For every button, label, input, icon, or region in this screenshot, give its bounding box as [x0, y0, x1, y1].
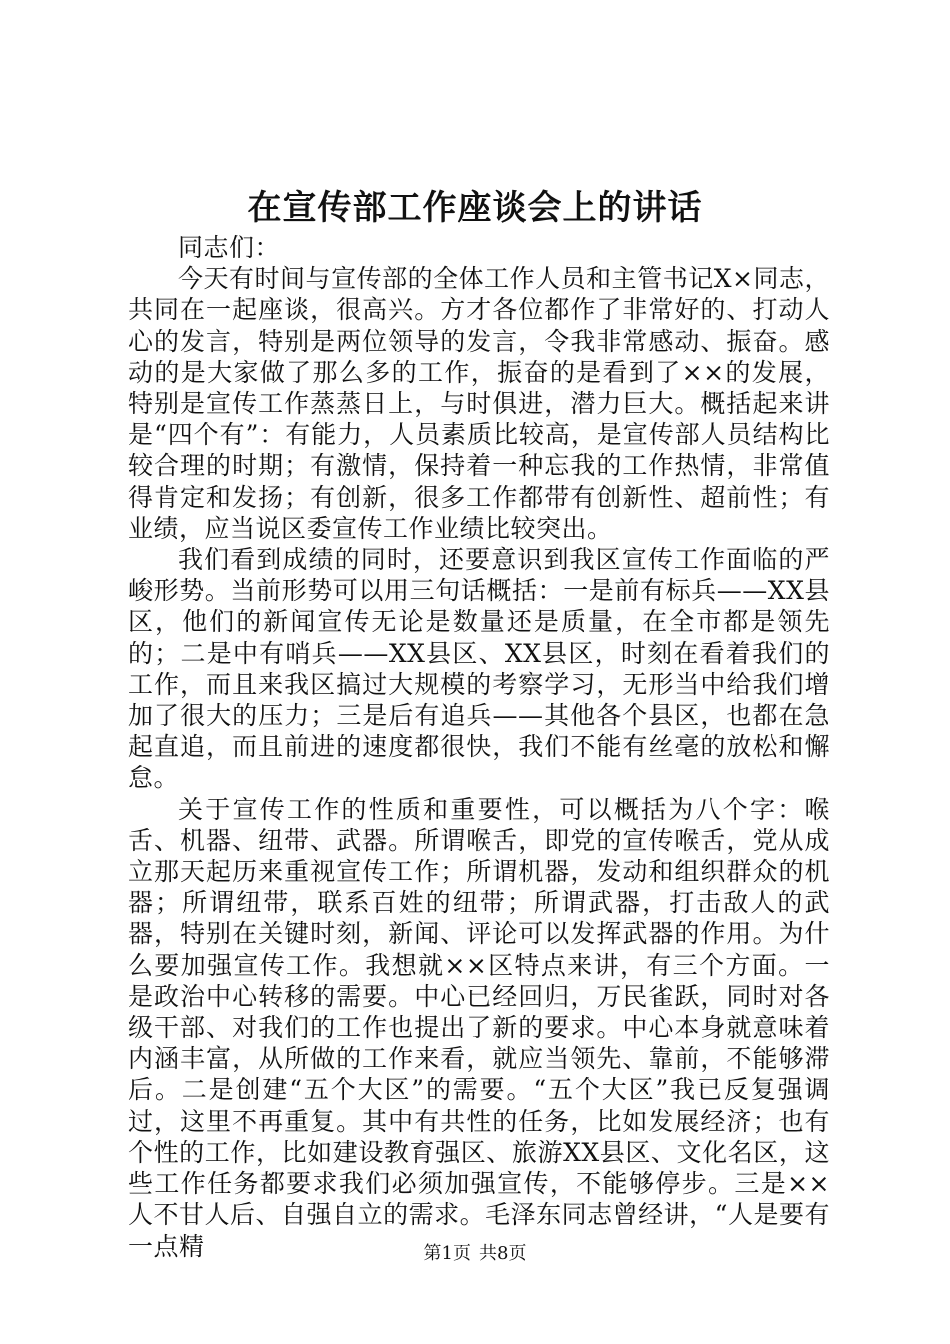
page-number: 第1页 [423, 1243, 471, 1264]
document-body [128, 232, 830, 1262]
salutation: 同志们： [178, 233, 281, 262]
paragraph-3: 关于宣传工作的性质和重要性，可以概括为八个字：喉舌、机器、纽带、武器。所谓喉舌，即党的宣传喉舌，党从成立那天起历来重视宣传工作；所谓机器，发动和组织群众的机器；所谓纽带，联系百姓的纽带；所谓武器，打击敌人的武器，特别在关键时刻，新闻、评论可以发挥武器的作用。为什么要加强宣传工作。我想就××区特点来讲，有三个方面。一是政治中心转移的需要。中心已经回归，万民雀跃，同时对各级干部、对我们的工作也提出了新的要求。中心本身就意味着内涵丰富，从所做的工作来看，就应当领先、靠前，不能够滞后。二是创建“五个大区”的需要。“五个大区”我已反复强调过，这里不再重复。其中有共性的任务，比如发展经济；也有个性的工作，比如建设教育强区、旅游XX县区、文化名区，这些工作任务都要求我们必须加强宣传，不能够停步。三是××人不甘人后、自强自立的需求。毛泽东同志曾经讲，“人是要有一点精 [128, 794, 830, 1261]
page-total: 共8页 [479, 1243, 527, 1264]
paragraph-1: 今天有时间与宣传部的全体工作人员和主管书记X×同志，共同在一起座谈，很高兴。方才各位都作了非常好的、打动人心的发言，特别是两位领导的发言，令我非常感动、振奋。感动的是大家做了那么多的工作，振奋的是看到了××的发展，特别是宣传工作蒸蒸日上，与时俱进，潜力巨大。概括起来讲是“四个有”：有能力，人员素质比较高，是宣传部人员结构比较合理的时期；有激情，保持着一种忘我的工作热情，非常值得肯定和发扬；有创新，很多工作都带有创新性、超前性；有业绩，应当说区委宣传工作业绩比较突出。 [128, 264, 830, 543]
paragraph-2: 我们看到成绩的同时，还要意识到我区宣传工作面临的严峻形势。当前形势可以用三句话概括：一是前有标兵——XX县区，他们的新闻宣传无论是数量还是质量，在全市都是领先的；二是中有哨兵——XX县区、XX县区，时刻在看着我们的工作，而且来我区搞过大规模的考察学习，无形当中给我们增加了很大的压力；三是后有追兵——其他各个县区，也都在急起直追，而且前进的速度都很快，我们不能有丝毫的放松和懈怠。 [128, 545, 830, 793]
document-title: 在宣传部工作座谈会上的讲话 [247, 188, 703, 228]
page-footer [0, 1242, 950, 1266]
